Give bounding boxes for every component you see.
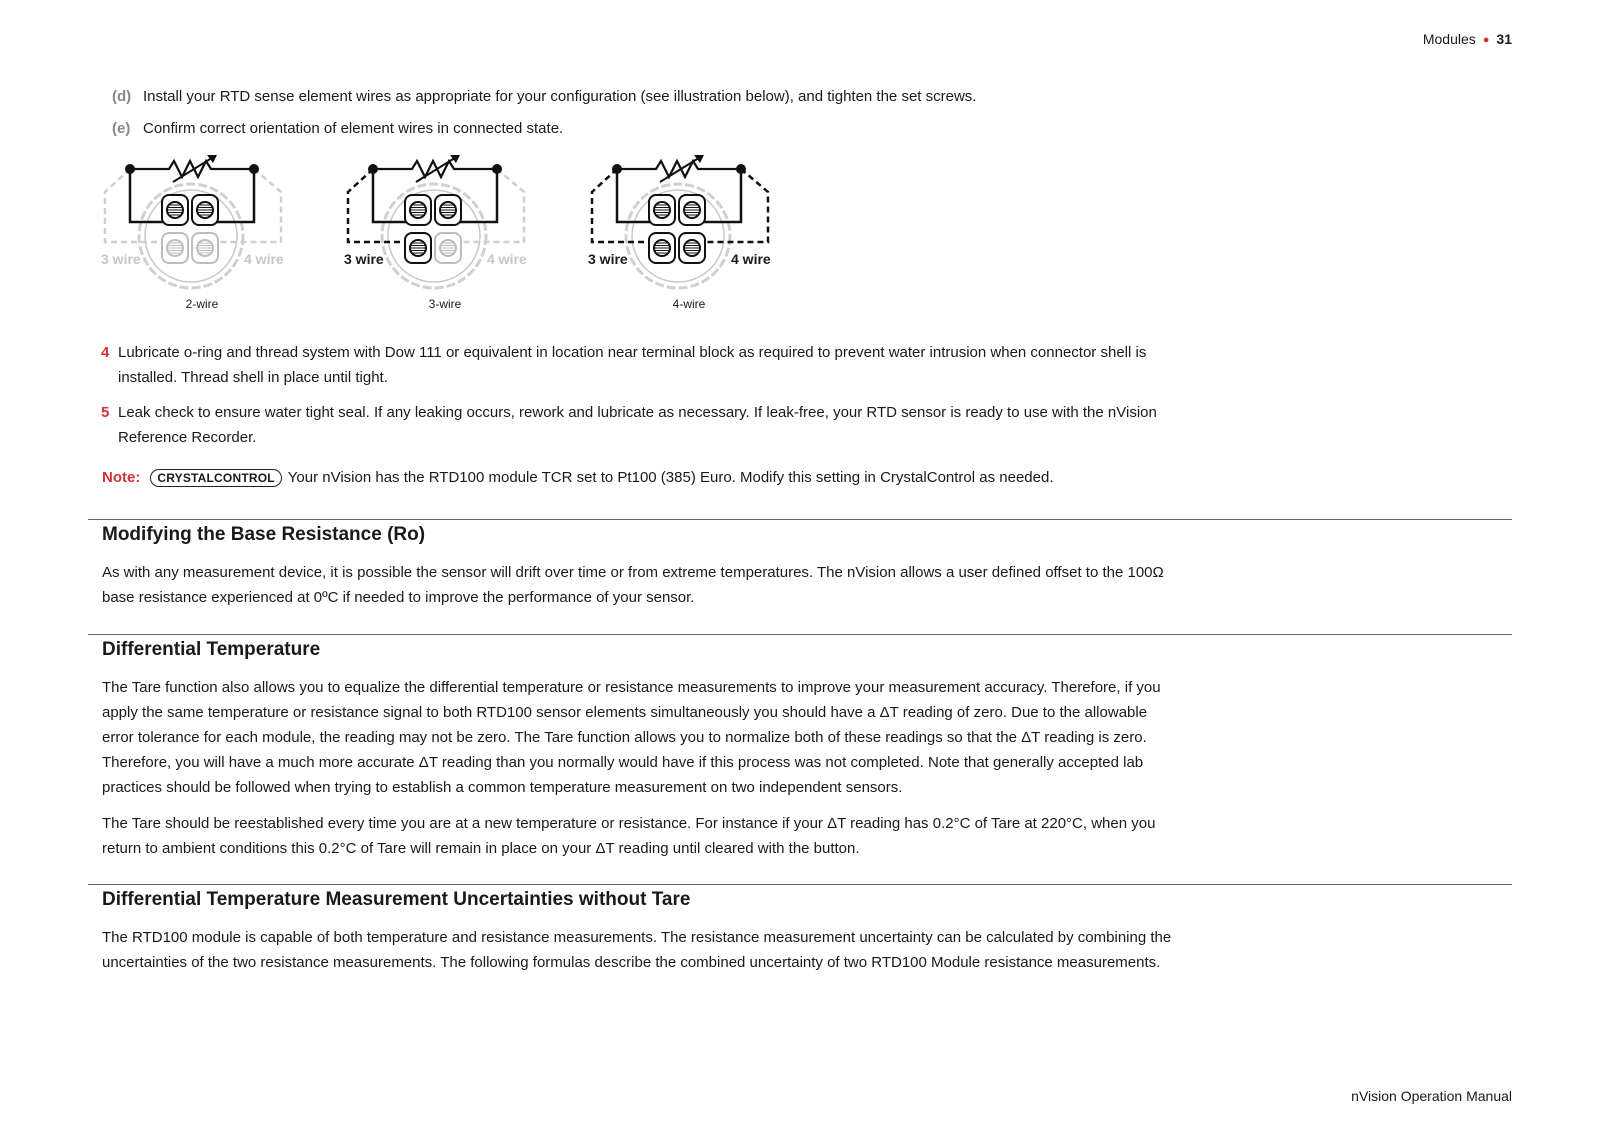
page-footer: nVision Operation Manual [1351, 1088, 1512, 1104]
numbered-step-4 [101, 340, 1198, 390]
section-paragraph: As with any measurement device, it is possible the sensor will drift over time or from extreme temperatures. The nVision allows a user defined offset to the 100Ω base resistance experienced at 0ºC if needed to improve the performance of your sensor. [102, 564, 1164, 606]
step-letter: (e) [112, 120, 131, 137]
step-e [112, 120, 563, 137]
wiring-diagram-2wire [97, 152, 307, 322]
numbered-step-5 [101, 400, 1198, 450]
section-divider [88, 884, 1512, 885]
step-d [112, 88, 976, 105]
diagram-caption: 2-wire [185, 297, 219, 311]
section-paragraph: The Tare should be reestablished every time you are at a new temperature or resistance. For instance if your ΔT reading has 0.2°C of Tare at 220°C, when you return to ambient conditions this 0.2°C of Tare will remain in place on your ΔT reading until cleared with the button. [102, 815, 1156, 857]
section-paragraph: The RTD100 module is capable of both temperature and resistance measurements. The resistance measurement uncertainty can be calculated by combining the uncertainties of the two resistance measurements. The following formulas describe the combined uncertainty of two RTD100 Module resistance measurements. [102, 929, 1172, 971]
diagram-right-label: 4 wire [487, 251, 527, 267]
page-number: 31 [1496, 31, 1512, 47]
diagram-right-label: 4 wire [731, 251, 771, 267]
bullet-dot-icon: ● [1482, 34, 1490, 46]
note-label: Note: [102, 469, 141, 486]
page-header [1423, 31, 1512, 47]
wiring-diagram-3wire [340, 152, 550, 322]
diagram-right-label: 4 wire [244, 251, 284, 267]
section-divider [88, 634, 1512, 635]
crystalcontrol-logo: CRYSTALCONTROL [150, 469, 281, 487]
step-letter: (d) [112, 88, 132, 105]
header-section: Modules [1422, 31, 1476, 47]
note [102, 469, 1054, 487]
rtd-connector-icon [97, 152, 307, 292]
note-text: Your nVision has the RTD100 module TCR set to Pt100 (385) Euro. Modify this setting in CrystalControl as needed. [287, 469, 1054, 486]
step-text: Confirm correct orientation of element wires in connected state. [143, 120, 564, 137]
section-title: Differential Temperature [102, 639, 321, 660]
step-text: Lubricate o-ring and thread system with Dow 111 or equivalent in location near terminal block as required to prevent water intrusion when connector shell is installed. Thread shell in place until tight. [118, 344, 1147, 386]
rtd-connector-icon [340, 152, 550, 292]
diagram-caption: 3-wire [428, 297, 462, 311]
section-title: Modifying the Base Resistance (Ro) [102, 524, 426, 545]
section-title: Differential Temperature Measurement Uncertainties without Tare [102, 889, 691, 910]
step-number: 4 [101, 344, 110, 361]
step-text: Install your RTD sense element wires as appropriate for your configuration (see illustration below), and tighten the set screws. [143, 88, 977, 105]
diagram-left-label: 3 wire [101, 251, 141, 267]
step-text: Leak check to ensure water tight seal. If any leaking occurs, rework and lubricate as necessary. If leak-free, your RTD sensor is ready to use with the nVision Reference Recorder. [118, 404, 1157, 446]
diagram-left-label: 3 wire [344, 251, 384, 267]
wiring-diagram-4wire [584, 152, 794, 322]
section-divider [88, 519, 1512, 520]
step-number: 5 [101, 404, 110, 421]
diagram-left-label: 3 wire [588, 251, 628, 267]
rtd-connector-icon [584, 152, 794, 292]
diagram-caption: 4-wire [672, 297, 706, 311]
section-paragraph: The Tare function also allows you to equalize the differential temperature or resistance measurements to improve your measurement accuracy. Therefore, if you apply the same temperature or resistance signal to both RTD100 sensor elements simultaneously you should have a ΔT reading of zero. Due to the allowable error tolerance for each module, the reading may not be zero. The Tare function allows you to normalize both of these readings so that the ΔT reading is zero. Therefore, you will have a much more accurate ΔT reading than you normally would have if this process was not completed. Note that generally accepted lab practices should be followed when trying to establish a common temperature measurement on two independent sensors. [102, 679, 1161, 796]
